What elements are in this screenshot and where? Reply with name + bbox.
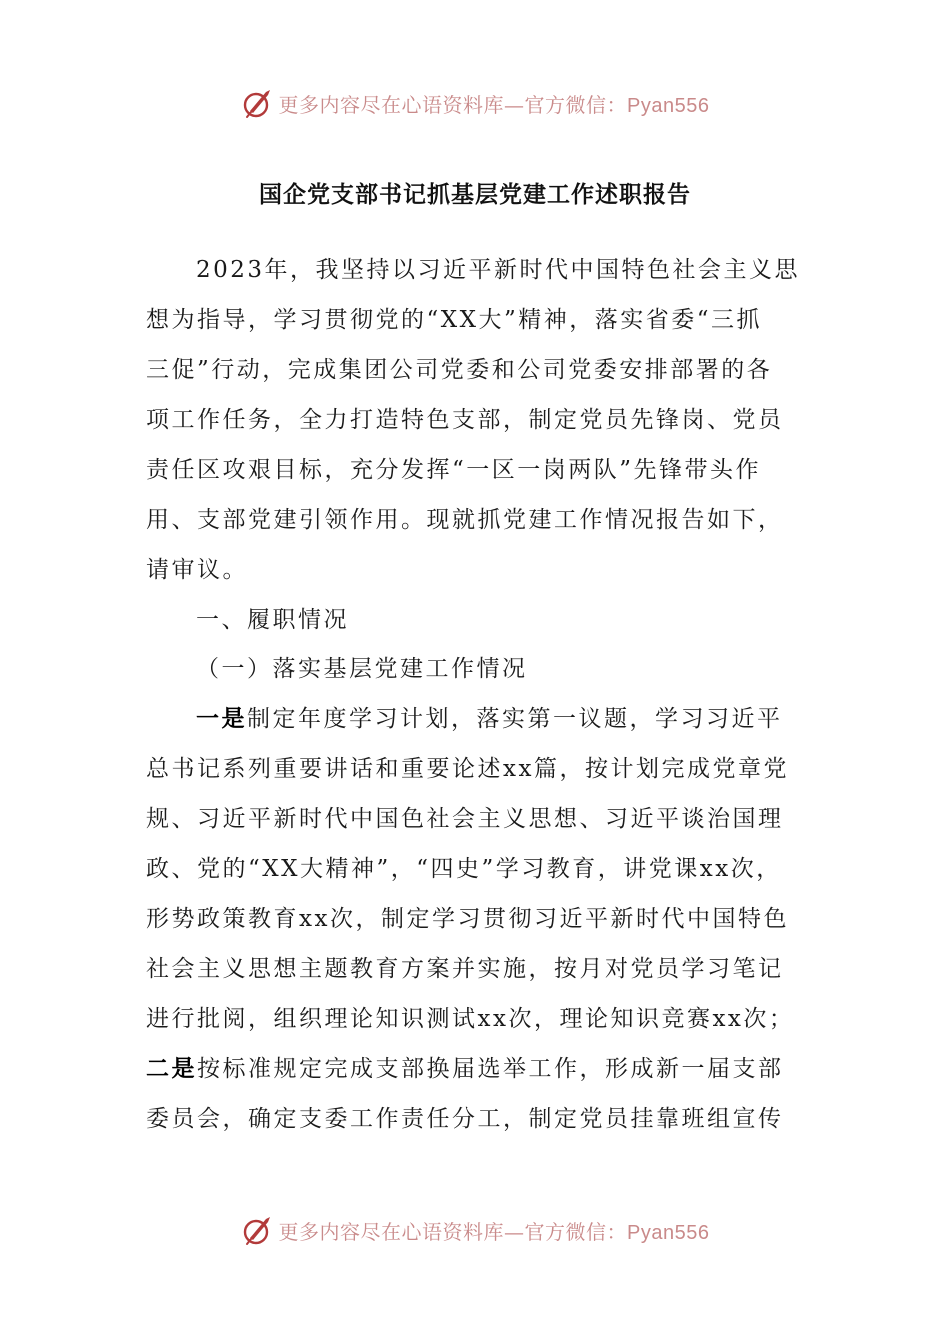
paragraph-line: 形势政策教育xx次，制定学习贯彻习近平新时代中国特色 bbox=[146, 906, 789, 932]
bold-lead: 二是 bbox=[146, 1055, 197, 1082]
paragraph-line: 责任区攻艰目标，充分发挥“一区一岗两队”先锋带头作 bbox=[146, 457, 762, 483]
quill-logo-icon bbox=[241, 86, 275, 120]
document-title: 国企党支部书记抓基层党建工作述职报告 bbox=[259, 181, 691, 208]
subsection-heading: （一）落实基层党建工作情况 bbox=[196, 656, 528, 682]
paragraph-line: 总书记系列重要讲话和重要论述xx篇，按计划完成党章党 bbox=[146, 756, 789, 782]
paragraph-line: 项工作任务，全力打造特色支部，制定党员先锋岗、党员 bbox=[146, 407, 784, 433]
paragraph-line: 2023年，我坚持以习近平新时代中国特色社会主义思 bbox=[196, 257, 801, 283]
wechat-id: Pyan556 bbox=[627, 1221, 710, 1244]
watermark-banner-bottom bbox=[0, 1210, 950, 1250]
paragraph-line: 用、支部党建引领作用。现就抓党建工作情况报告如下， bbox=[146, 507, 784, 533]
quill-logo-icon bbox=[241, 1213, 275, 1247]
paragraph-line: 三促”行动，完成集团公司党委和公司党委安排部署的各 bbox=[146, 357, 773, 383]
watermark-text: 更多内容尽在心语资料库—官方微信：Pyan556 bbox=[278, 92, 710, 117]
paragraph-line: 请审议。 bbox=[146, 557, 248, 583]
paragraph-line: 规、习近平新时代中国色社会主义思想、习近平谈治国理 bbox=[146, 806, 784, 832]
watermark-banner-top bbox=[0, 83, 950, 123]
paragraph-line: 二是按标准规定完成支部换届选举工作，形成新一届支部 bbox=[146, 1055, 784, 1082]
section-heading: 一、履职情况 bbox=[196, 607, 349, 633]
paragraph-line: 政、党的“XX大精神”，“四史”学习教育，讲党课xx次， bbox=[146, 856, 782, 882]
wechat-id: Pyan556 bbox=[627, 94, 710, 117]
paragraph-line: 想为指导，学习贯彻党的“XX大”精神，落实省委“三抓 bbox=[146, 307, 763, 333]
bold-lead: 一是 bbox=[196, 705, 247, 732]
watermark-text: 更多内容尽在心语资料库—官方微信：Pyan556 bbox=[278, 1219, 710, 1244]
paragraph-line: 委员会，确定支委工作责任分工，制定党员挂靠班组宣传 bbox=[146, 1106, 784, 1132]
paragraph-line: 一是制定年度学习计划，落实第一议题，学习习近平 bbox=[196, 705, 783, 732]
paragraph-line: 社会主义思想主题教育方案并实施，按月对党员学习笔记 bbox=[146, 956, 784, 982]
paragraph-line: 进行批阅，组织理论知识测试xx次，理论知识竞赛xx次； bbox=[146, 1006, 795, 1032]
